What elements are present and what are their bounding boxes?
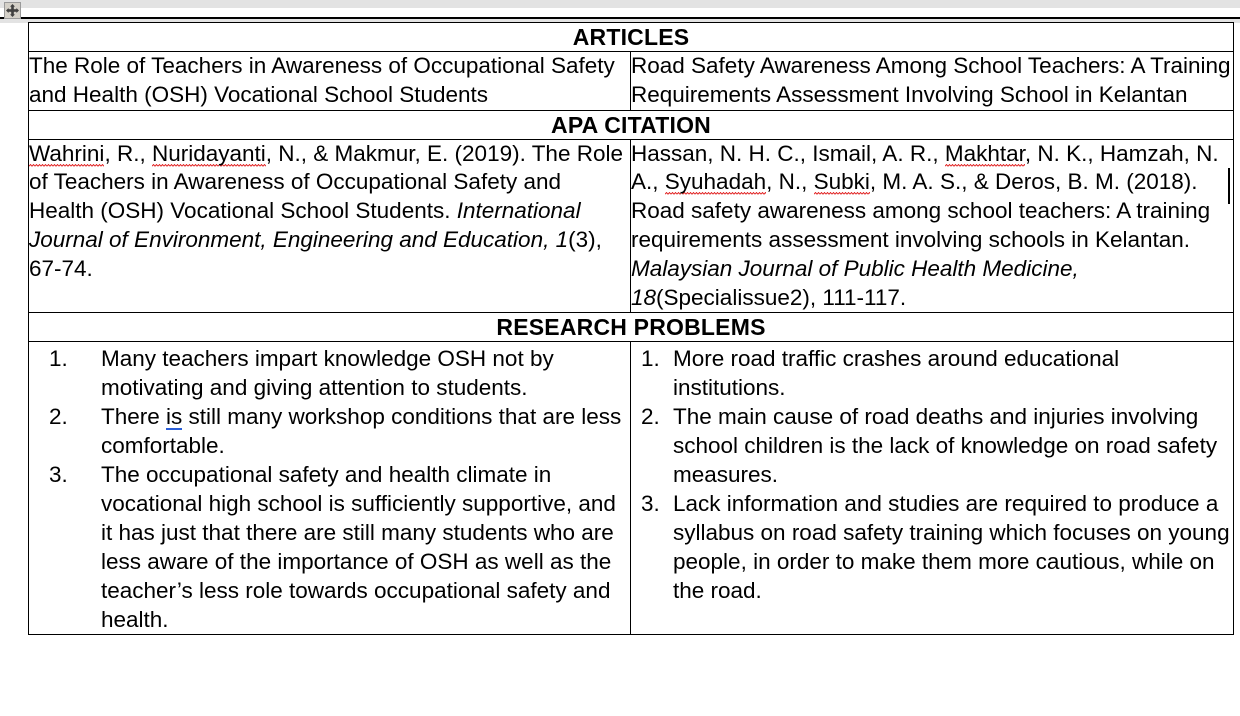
research-problems-right [631, 342, 1234, 635]
list-item-text: The occupational safety and health climate in vocational high school is sufficiently supportive, and it has just that there are still many students who are less aware of the importance of OSH as well as the teacher’s less role towards occupational safety and health. [101, 462, 616, 633]
misspelled-word: Subki [813, 169, 870, 195]
journal-name: International Journal of Environment, Engineering and Education [29, 198, 581, 252]
section-header-apa-citation [29, 110, 1234, 139]
table-row-research-problems [29, 342, 1234, 635]
misspelled-word: Syuhadah [664, 169, 767, 195]
misspelled-word: Nuridayanti [151, 140, 266, 166]
journal-name: Malaysian Journal of Public Health Medicine [631, 255, 1073, 281]
list-item-text: More road traffic crashes around educational institutions. [673, 346, 1120, 401]
list-item-text: The main cause of road deaths and injuries involving school children is the lack of knowledge on road safety measures. [673, 404, 1218, 488]
apa-citation-right-text: Hassan, N. H. C., Ismail, A. R., Makhtar, N. K., Hamzah, N. A., Syuhadah, N., Subki, M. A. S., & Deros, B. M. (2018). Road safety awareness among school teachers: A training requirements assessment involving schools in Kelantan. Malaysian Journal of Public Health Medicine, 18(Specialissue2), 111-117. [631, 140, 1219, 310]
table-row-articles [29, 52, 1234, 111]
research-problems-left [29, 342, 631, 635]
problem-list-left [29, 344, 630, 634]
article-title-left [29, 52, 631, 111]
page-margin-top [0, 8, 1240, 17]
apa-citation-left [29, 139, 631, 313]
misspelled-word: Makhtar [944, 140, 1025, 166]
list-marker: 3. [641, 491, 660, 517]
table-row-apa-citation [29, 139, 1234, 313]
section-header-articles [29, 23, 1234, 52]
section-header-label: ARTICLES [29, 23, 1234, 52]
list-marker: 1. [49, 346, 68, 372]
list-marker: 3. [49, 462, 68, 488]
list-item [29, 460, 630, 634]
list-item [631, 402, 1233, 489]
move-cross-icon[interactable] [4, 2, 21, 19]
journal-volume: 1 [555, 226, 569, 252]
section-header-research-problems [29, 313, 1234, 342]
list-marker: 2. [641, 404, 660, 430]
list-item-text: Many teachers impart knowledge OSH not by motivating and giving attention to students. [101, 346, 554, 401]
section-header-label: APA CITATION [29, 110, 1234, 139]
misspelled-word: Wahrini [29, 140, 105, 166]
journal-volume: 18 [631, 284, 657, 310]
grammar-flagged-word: is [166, 404, 183, 430]
list-item [29, 344, 630, 402]
list-item [631, 489, 1233, 605]
window-top-strip [0, 0, 1240, 8]
table-border-artifact [1228, 168, 1230, 204]
list-item [631, 344, 1233, 402]
list-item-text: Lack information and studies are required to produce a syllabus on road safety training which focuses on young people, in order to make them more cautious, while on the road. [673, 491, 1230, 604]
article-title-right [631, 52, 1234, 111]
section-header-label: RESEARCH PROBLEMS [29, 313, 1234, 342]
apa-citation-right [631, 139, 1234, 313]
article-title-left-text: The Role of Teachers in Awareness of Occupational Safety and Health (OSH) Vocational School Students [29, 53, 615, 107]
article-title-right-text: Road Safety Awareness Among School Teachers: A Training Requirements Assessment Involving School in Kelantan [631, 53, 1231, 107]
list-marker: 2. [49, 404, 68, 430]
comparison-table [28, 22, 1234, 635]
apa-citation-left-text: Wahrini, R., Nuridayanti, N., & Makmur, E. (2019). The Role of Teachers in Awareness of Occupational Safety and Health (OSH) Vocational School Students. International Journal of Environment, Engineering and Education, 1(3), 67-74. [29, 140, 623, 281]
list-item: 2. There is still many workshop conditions that are less comfortable. [49, 404, 622, 459]
problem-list-right [631, 344, 1233, 605]
list-marker: 1. [641, 346, 660, 372]
